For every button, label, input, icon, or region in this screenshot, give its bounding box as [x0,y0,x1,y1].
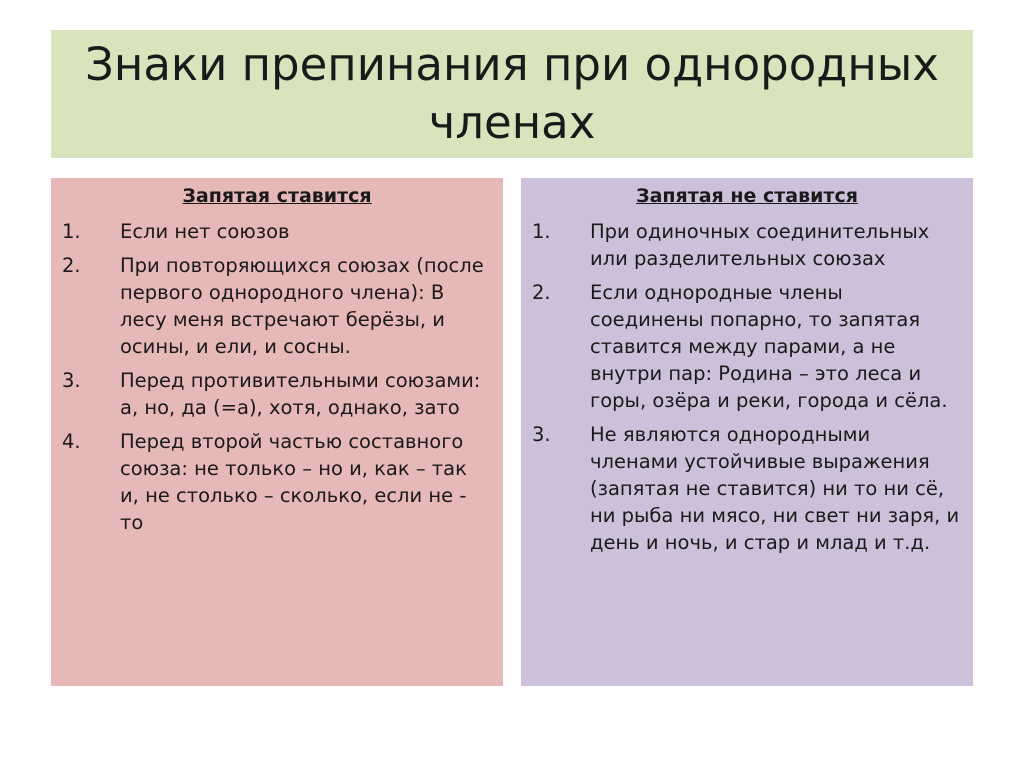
list-item [521,421,973,556]
item-text: Не являются однородными членами устойчивые выражения (запятая не ставится) ни то ни сё, ни рыба ни мясо, ни свет ни заря, и день и ночь, и стар и млад и т.д. [590,423,960,554]
item-text: Если однородные члены соединены попарно, то запятая ставится между парами, а не внутри пар: Родина – это леса и горы, озёра и реки, города и сёла. [590,281,948,412]
item-number: 3. [62,369,81,392]
list-item [521,218,973,272]
item-number: 2. [532,281,551,304]
list-item [51,367,503,421]
rules-list-comma-not-placed [521,218,973,563]
item-text: Перед противительными союзами: а, но, да (=а), хотя, однако, зато [120,369,481,419]
list-item [51,428,503,536]
panel-comma-not-placed [521,178,973,686]
item-text: При одиночных соединительных или разделительных союзах [590,220,930,270]
list-item [51,218,503,245]
item-text: Если нет союзов [120,220,290,243]
panel-heading-comma-not-placed: Запятая не ставится [636,185,858,207]
item-text: Перед второй частью составного союза: не только – но и, как – так и, не столько – сколько, если не - то [120,430,467,534]
list-item [51,252,503,360]
list-item [521,279,973,414]
panel-comma-placed [51,178,503,686]
panel-heading-comma-placed: Запятая ставится [182,185,372,207]
item-number: 1. [62,220,81,243]
item-number: 3. [532,423,551,446]
item-number: 1. [532,220,551,243]
item-number: 2. [62,254,81,277]
rules-list-comma-placed [51,218,503,543]
item-text: При повторяющихся союзах (после первого однородного члена): В лесу меня встречают берёзы, и осины, и ели, и сосны. [120,254,484,358]
item-number: 4. [62,430,81,453]
title-box [51,30,973,158]
slide-title: Знаки препинания при однородных членах [85,38,939,149]
